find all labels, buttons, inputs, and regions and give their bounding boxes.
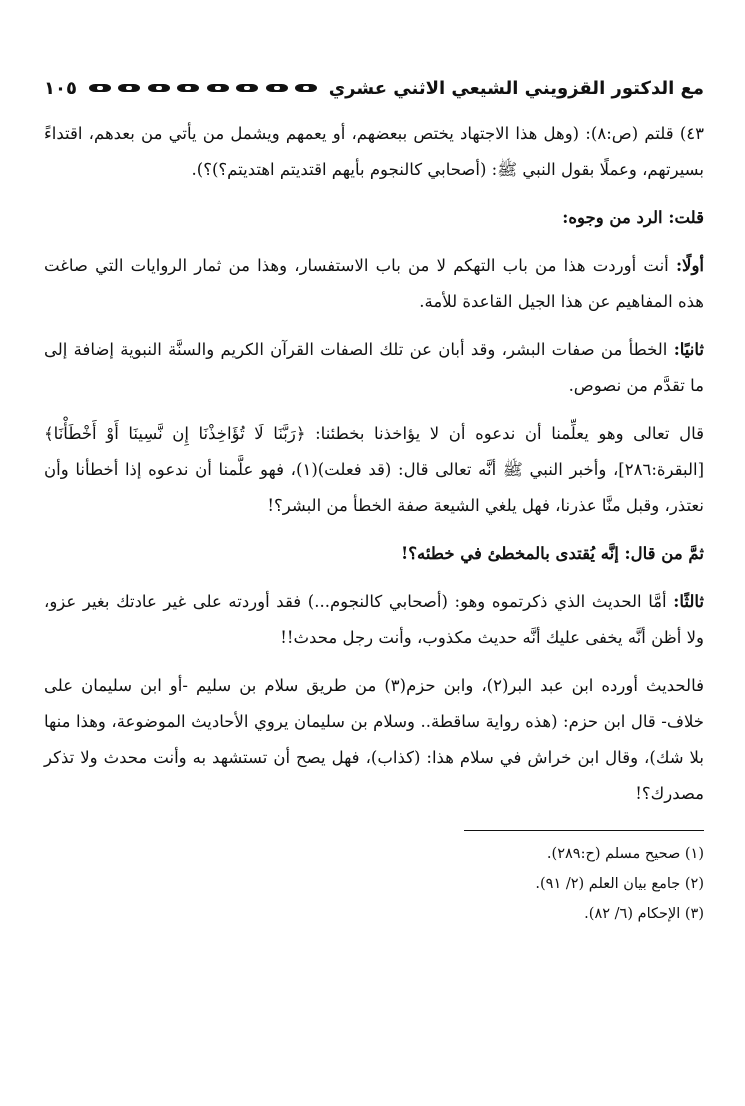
body-text <box>44 116 704 812</box>
footnote-item: (٣) الإحكام (٦/ ٨٢). <box>584 906 704 922</box>
paragraph-text: ثمَّ من قال: إنَّه يُقتدى بالمخطئ في خطئه؟! <box>400 544 704 563</box>
book-page <box>44 66 704 1076</box>
paragraph-lead: أولًا: <box>675 256 704 275</box>
paragraph <box>44 248 704 320</box>
paragraph-lead: ثانيًا: <box>673 340 704 359</box>
running-header <box>44 66 704 110</box>
page-number: ١٠٥ <box>44 77 77 99</box>
paragraph <box>44 416 704 524</box>
paragraph <box>44 584 704 656</box>
paragraph-lead: ثالثًا: <box>673 592 704 611</box>
footnote-item: (٢) جامع بيان العلم (٢/ ٩١). <box>535 876 704 892</box>
footnote-item: (١) صحيح مسلم (ح:٢٨٩). <box>546 846 704 862</box>
paragraph-text: الخطأ من صفات البشر، وقد أبان عن تلك الصفات القرآن الكريم والسنَّة النبوية إضافة إلى ما تقدَّم من نصوص. <box>44 340 704 395</box>
paragraph-text: أمَّا الحديث الذي ذكرتموه وهو: (أصحابي كالنجوم...) فقد أوردته على غير عادتك بغير عزو، ولا أظن أنَّه يخفى عليك أنَّه حديث مكذوب، وأنت رجل محدث!! <box>44 592 704 647</box>
paragraph-text: أنت أوردت هذا من باب التهكم لا من باب الاستفسار، وهذا من ثمار الروايات التي صاغت هذه المفاهيم عن هذا الجيل القاعدة للأمة. <box>44 256 704 311</box>
paragraph <box>44 200 704 236</box>
paragraph <box>44 668 704 812</box>
paragraph <box>44 536 704 572</box>
footnotes <box>44 839 704 929</box>
ornament-divider-icon <box>85 80 321 96</box>
paragraph-text: فالحديث أورده ابن عبد البر(٢)، وابن حزم(٣) من طريق سلام بن سليم -أو ابن سليمان على خلاف- قال ابن حزم: (هذه رواية ساقطة.. وسلام بن سليمان يروي الأحاديث الموضوعة، وهذا منها بلا شك)، وقال ابن خراش في سلام هذا: (كذاب)، فهل يصح أن تستشهد به وأنت محدث ولا تذكر مصدرك؟! <box>44 676 704 803</box>
footnote-divider <box>464 830 704 831</box>
paragraph <box>44 116 704 188</box>
paragraph-text: ٤٣) قلتم (ص:٨): (وهل هذا الاجتهاد يختص ببعضهم، أو يعمهم ويشمل من يأتي من بعدهم، اقتداءً بسيرتهم، وعملًا بقول النبي ﷺ: (أصحابي كالنجوم بأيهم اقتديتم اهتديتم؟)؟). <box>44 124 704 179</box>
paragraph <box>44 332 704 404</box>
paragraph-text: قال تعالى وهو يعلِّمنا أن ندعوه أن لا يؤاخذنا بخطئنا: ﴿رَبَّنَا لَا تُؤَاخِذْنَا إِن نَّسِينَا أَوْ أَخْطَأْنَا﴾ [البقرة:٢٨٦]، وأخبر النبي ﷺ أنَّه تعالى قال: (قد فعلت)(١)، فهو علَّمنا أن ندعوه إذا أخطأنا وأن نعتذر، وقبل منَّا عذرنا، فهل يلغي الشيعة صفة الخطأ من البشر؟! <box>44 424 705 515</box>
paragraph-text: قلت: الرد من وجوه: <box>562 208 704 227</box>
header-title: مع الدكتور القزويني الشيعي الاثني عشري <box>328 77 704 99</box>
